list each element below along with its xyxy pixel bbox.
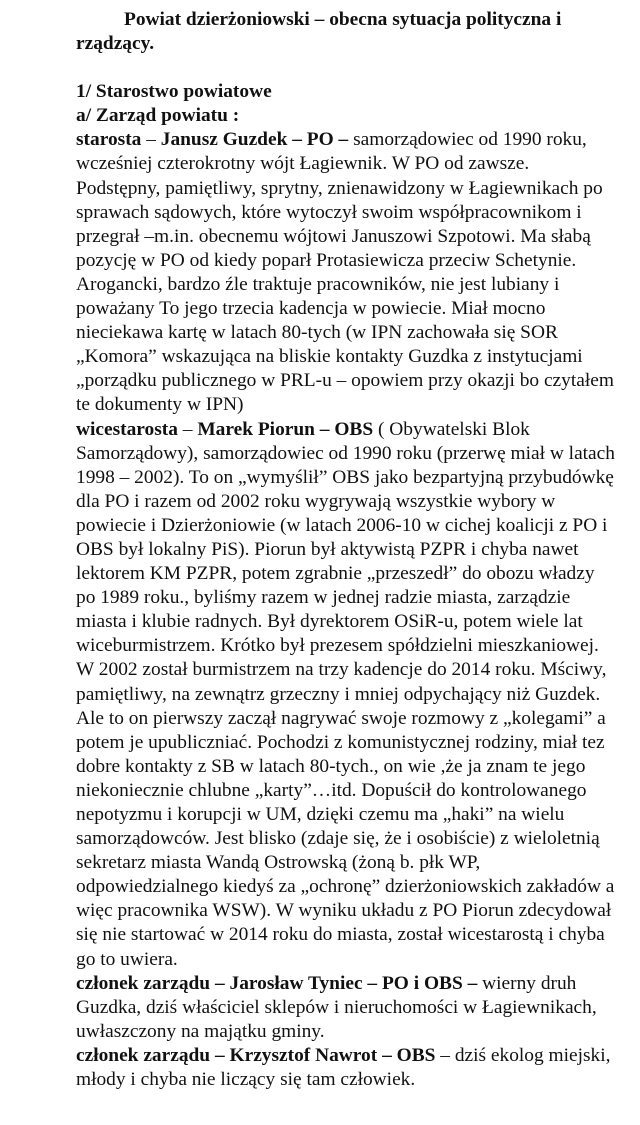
document-title: Powiat dzierżoniowski – obecna sytuacja polityczna i rządzący.: [76, 9, 562, 55]
entry-separator: –: [210, 1044, 230, 1066]
entry-role: członek zarządu: [76, 1044, 211, 1066]
entry-name: Janusz Guzdek: [160, 129, 288, 151]
entry-party: PO: [306, 129, 334, 151]
entry-separator: –: [314, 418, 335, 440]
entry-separator: –: [377, 1044, 397, 1066]
entry-role: wicestarosta: [76, 418, 178, 440]
entry-name: Krzysztof Nawrot: [229, 1044, 378, 1066]
entry-text: ( Obywatelski Blok Samorządowy), samorządowiec od 1990 roku (przerwę miał w latach 1998 – 2002). To on „wymyślił” OBS jako bezpartyjną przybudówkę dla PO i razem od 2002 roku wygrywają wszystkie wybory w powiecie i Dzierżoniowie (w latach 2006-10 w cichej koalicji z PO i OBS był lokalny PiS). Piorun był aktywistą PZPR i chyba nawet lektorem KM PZPR, potem zgrabnie „przeszedł” do obozu władzy po 1989 roku., byliśmy razem w jednej radzie miasta, zarządzie miasta i klubie radnych. Był dyrektorem OSiR-u, potem wiele lat wiceburmistrzem. Krótko był prezesem spółdzielni mieszkaniowej. W 2002 został burmistrzem na trzy kadencje do 2014 roku. Mściwy, pamiętliwy, na zewnątrz grzeczny i mniej odpychający niż Guzdek. Ale to on pierwszy zaczął nagrywać swoje rozmowy z „kolegami” a potem je upubliczniać. Pochodzi z komunistycznej rodziny, miał tez dobre kontakty z SB w latach 80-tych., on wie ,że ja znam te jego niekoniecznie chlubne „karty”…itd. Dopuścił do kontrolowanego nepotyzmu i korupcji w UM, dzięki czemu ma „haki” na wielu samorządowców. Jest blisko (zdaje się, że i osobiście) z wieloletnią sekretarz miasta Wandą Ostrowską (żoną b. płk WP, odpowiedzialnego kiedyś za „ochronę” dzierżoniowskich zakładów a więc pracownika WSW). W wyniku układu z PO Piorun zdecydował się nie startować w 2014 roku do miasta, został wicestarostą i chyba go to uwiera.: [76, 418, 615, 970]
entry-separator: –: [177, 418, 198, 440]
section-heading: 1/ Starostwo powiatowe: [76, 81, 272, 103]
entry-name: Jarosław Tyniec: [229, 972, 363, 994]
entry-party: OBS: [334, 418, 374, 440]
entry-name: Marek Piorun: [197, 418, 315, 440]
entry-role: członek zarządu: [76, 972, 211, 994]
entry-text: samorządowiec od 1990 roku, wcześniej czterokrotny wójt Łagiewnik. W PO od zawsze. Podstępny, pamiętliwy, sprytny, znienawidzony w Łagiewnikach po sprawach sądowych, które wytoczył swoim współpracownikom i przegrał –m.in. obecnemu wójtowi Januszowi Szpotowi. Ma słabą pozycję w PO od kiedy poparł Protasiewicza przeciw Schetynie. Arogancki, bardzo źle traktuje pracowników, nie jest lubiany i poważany To jego trzecia kadencja w powiecie. Miał mocno nieciekawa kartę w latach 80-tych (w IPN zachowała się SOR „Komora” wskazująca na bliskie kontakty Guzdka z instytucjami „porządku publicznego w PRL-u – opowiem przy okazji bo czytałem te dokumenty w IPN): [76, 129, 614, 416]
entry-separator: –: [333, 129, 354, 151]
entry-separator: –: [462, 972, 483, 994]
entry-role: starosta: [76, 129, 142, 151]
entry-text: dziś ekolog miejski, młody i chyba nie liczący się tam człowiek.: [76, 1044, 611, 1091]
entry-separator: –: [435, 1044, 455, 1066]
entry-party: OBS: [396, 1044, 436, 1066]
entry-separator: –: [210, 972, 230, 994]
entry-party: PO i OBS: [381, 972, 463, 994]
entry-separator: –: [141, 129, 161, 151]
subsection-heading: a/ Zarząd powiatu :: [76, 105, 240, 127]
entry-wicestarosta: [76, 418, 618, 972]
entry-text: wierny druh Guzdka, dziś właściciel sklepów i nieruchomości w Łagiewnikach, uwłaszczony na majątku gminy.: [76, 972, 597, 1042]
entry-czlonek-zarzadu-nawrot: [76, 1044, 618, 1092]
entry-czlonek-zarzadu-tyniec: [76, 972, 618, 1044]
entry-separator: –: [287, 129, 307, 151]
entry-starosta: [76, 128, 618, 417]
entry-separator: –: [362, 972, 382, 994]
